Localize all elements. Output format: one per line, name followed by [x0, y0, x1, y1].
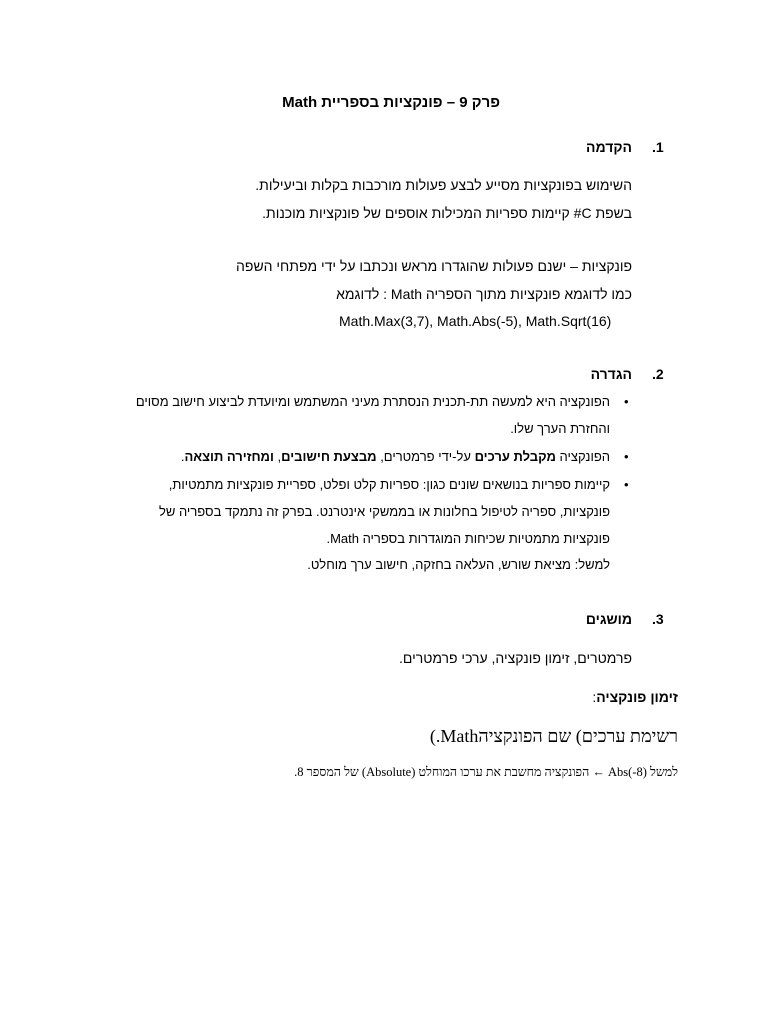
bullet-dot-1: •	[624, 394, 629, 409]
call-syntax: רשימת ערכים) שם הפונקציהMath.)	[429, 726, 678, 746]
bullet-1-line-2: והחזרת הערך שלו.	[510, 421, 610, 436]
call-example: למשל Abs(-8) ← הפונקציה מחשבת את ערכו המוחלט (Absolute) של המספר 8.	[294, 765, 678, 779]
section-1-number: .1	[652, 139, 664, 155]
section-2-number: .2	[652, 366, 664, 382]
bullet-3-line-2: פונקציות, ספריה לטיפול בחלונות או בממשקי אינטרנט. בפרק זה נתמקד בספריה של	[158, 504, 610, 519]
bullet-1-line-1: הפונקציה היא למעשה תת-תכנית הנסתרת מעיני המשתמש ומיועדת לביצוע חישוב מסוים	[135, 394, 610, 409]
bullet-2-line: הפונקציה מקבלת ערכים על-ידי פרמטרים, מבצעת חישובים, ומחזירה תוצאה.	[180, 449, 610, 464]
section-3-number: .3	[652, 611, 664, 627]
bullet-dot-2: •	[624, 449, 629, 464]
intro-line-1: השימוש בפונקציות מסייע לבצע פעולות מורכבות בקלות וביעילות.	[255, 177, 632, 193]
section-2-heading: הגדרה	[590, 366, 632, 382]
terms-line: פרמטרים, זימון פונקציה, ערכי פרמטרים.	[398, 650, 632, 666]
page-title: פרק 9 – פונקציות בספריית Math	[282, 94, 500, 111]
intro-line-2: בשפת C# קיימות ספריות המכילות אוספים של פונקציות מוכנות.	[262, 205, 632, 221]
section-1-heading: הקדמה	[586, 139, 632, 155]
call-heading: זימון פונקציה:	[592, 689, 678, 705]
bullet-3-line-1: קיימות ספריות בנושאים שונים כגון: ספריות קלט ופלט, ספריית פונקציות מתמטיות,	[168, 477, 610, 492]
bullet-3-line-4: למשל: מציאת שורש, העלאה בחזקה, חישוב ערך מוחלט.	[307, 557, 610, 572]
intro-line-4: כמו לדוגמא פונקציות מתוך הספריה Math : לדוגמא	[336, 286, 632, 302]
bullet-dot-3: •	[624, 477, 629, 492]
bullet-3-line-3: פונקציות מתמטיות שכיחות המוגדרות בספריה Math.	[326, 531, 610, 546]
section-3-heading: מושגים	[585, 611, 632, 627]
math-examples: Math.Max(3,7), Math.Abs(-5), Math.Sqrt(16)	[339, 313, 612, 329]
intro-line-3: פונקציות – ישנם פעולות שהוגדרו מראש ונכתבו על ידי מפתחי השפה	[236, 258, 632, 274]
